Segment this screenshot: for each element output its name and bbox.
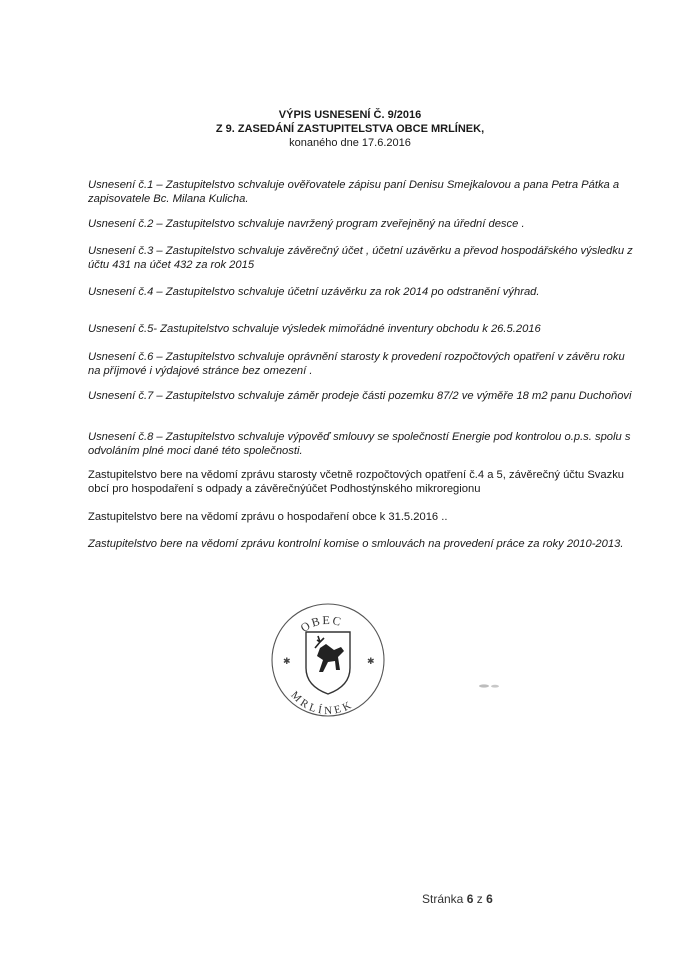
document-title: VÝPIS USNESENÍ Č. 9/2016: [278, 109, 422, 121]
resolution-text: Zastupitelstvo schvaluje výpověď smlouvy se společností Energie pod kontrolou o.p.s. spolu s odvoláním plné moci dané této společnosti.: [88, 431, 631, 457]
seal-star-right-icon: ✱: [367, 656, 375, 666]
municipal-seal: [268, 600, 388, 720]
resolution-2: [88, 217, 633, 231]
resolution-separator: –: [153, 351, 166, 363]
page-footer: [422, 892, 493, 906]
resolution-text: Zastupitelstvo schvaluje oprávnění starosty k provedení rozpočtových opatření v závěru roku na příjmové i výdajové stránce bez omezení .: [88, 351, 625, 377]
resolution-separator: –: [153, 431, 166, 443]
resolution-label: Usnesení č.7: [88, 390, 154, 402]
shield-icon: [306, 632, 350, 694]
note-mayor-report: Zastupitelstvo bere na vědomí zprávu starosty včetně rozpočtových opatření č.4 a 5, závěrečný účtu Svazku obcí pro hospodaření s odpady a závěrečnýúčet Podhostýnského mikroregionu: [88, 469, 625, 495]
resolution-text: Zastupitelstvo schvaluje výsledek mimořádné inventury obchodu k 26.5.2016: [160, 323, 541, 335]
seal-bottom-text: MRLÍNEK: [288, 689, 356, 718]
resolution-8: [88, 430, 633, 458]
resolution-7: [88, 389, 633, 403]
resolution-label: Usnesení č.2: [88, 218, 154, 230]
document-subtitle: Z 9. ZASEDÁNÍ ZASTUPITELSTVA OBCE MRLÍNEK,: [215, 123, 485, 135]
resolution-6: [88, 350, 633, 378]
resolution-text: Zastupitelstvo schvaluje ověřovatele zápisu paní Denisu Smejkalovou a pana Petra Pátka a zapisovatele Bc. Milana Kulicha.: [88, 179, 620, 205]
resolution-separator: -: [153, 323, 161, 335]
resolution-label: Usnesení č.3: [88, 245, 154, 257]
resolution-4: [88, 285, 633, 299]
resolution-5: [88, 322, 633, 336]
resolution-separator: –: [153, 390, 166, 402]
resolution-separator: –: [153, 286, 166, 298]
meeting-date: konaného dne 17.6.2016: [289, 137, 411, 149]
resolution-text: Zastupitelstvo schvaluje závěrečný účet , účetní uzávěrku a převod hospodářského výsledku z účtu 431 na účet 432 za rok 2015: [88, 245, 633, 271]
deer-icon: [315, 636, 344, 672]
footer-page-total: 6: [486, 892, 493, 906]
footer-separator: z: [473, 892, 487, 906]
resolution-text: Zastupitelstvo schvaluje účetní uzávěrku za rok 2014 po odstranění výhrad.: [165, 286, 540, 298]
resolution-label: Usnesení č.1: [88, 179, 154, 191]
resolution-label: Usnesení č.5: [88, 323, 154, 335]
resolution-label: Usnesení č.4: [88, 286, 154, 298]
resolution-3: [88, 244, 633, 272]
resolution-separator: –: [153, 245, 166, 257]
seal-star-left-icon: ✱: [283, 656, 291, 666]
footer-page-number: 6: [466, 892, 474, 906]
resolution-label: Usnesení č.8: [88, 431, 154, 443]
resolution-separator: –: [153, 218, 166, 230]
note-finance-report: Zastupitelstvo bere na vědomí zprávu o hospodaření obce k 31.5.2016 ..: [88, 511, 448, 523]
note-audit-report: Zastupitelstvo bere na vědomí zprávu kontrolní komise o smlouvách na provedení práce za roky 2010-2013.: [88, 538, 624, 550]
resolution-text: Zastupitelstvo schvaluje záměr prodeje části pozemku 87/2 ve výměře 18 m2 panu Duchoňovi: [165, 390, 632, 402]
resolution-label: Usnesení č.6: [88, 351, 154, 363]
scan-smudge-mark: [478, 683, 504, 689]
resolution-separator: –: [153, 179, 166, 191]
footer-prefix: Stránka: [422, 892, 467, 906]
seal-top-text: OBEC: [297, 612, 345, 635]
resolution-text: Zastupitelstvo schvaluje navržený program zveřejněný na úřední desce .: [165, 218, 525, 230]
resolution-1: [88, 178, 633, 206]
